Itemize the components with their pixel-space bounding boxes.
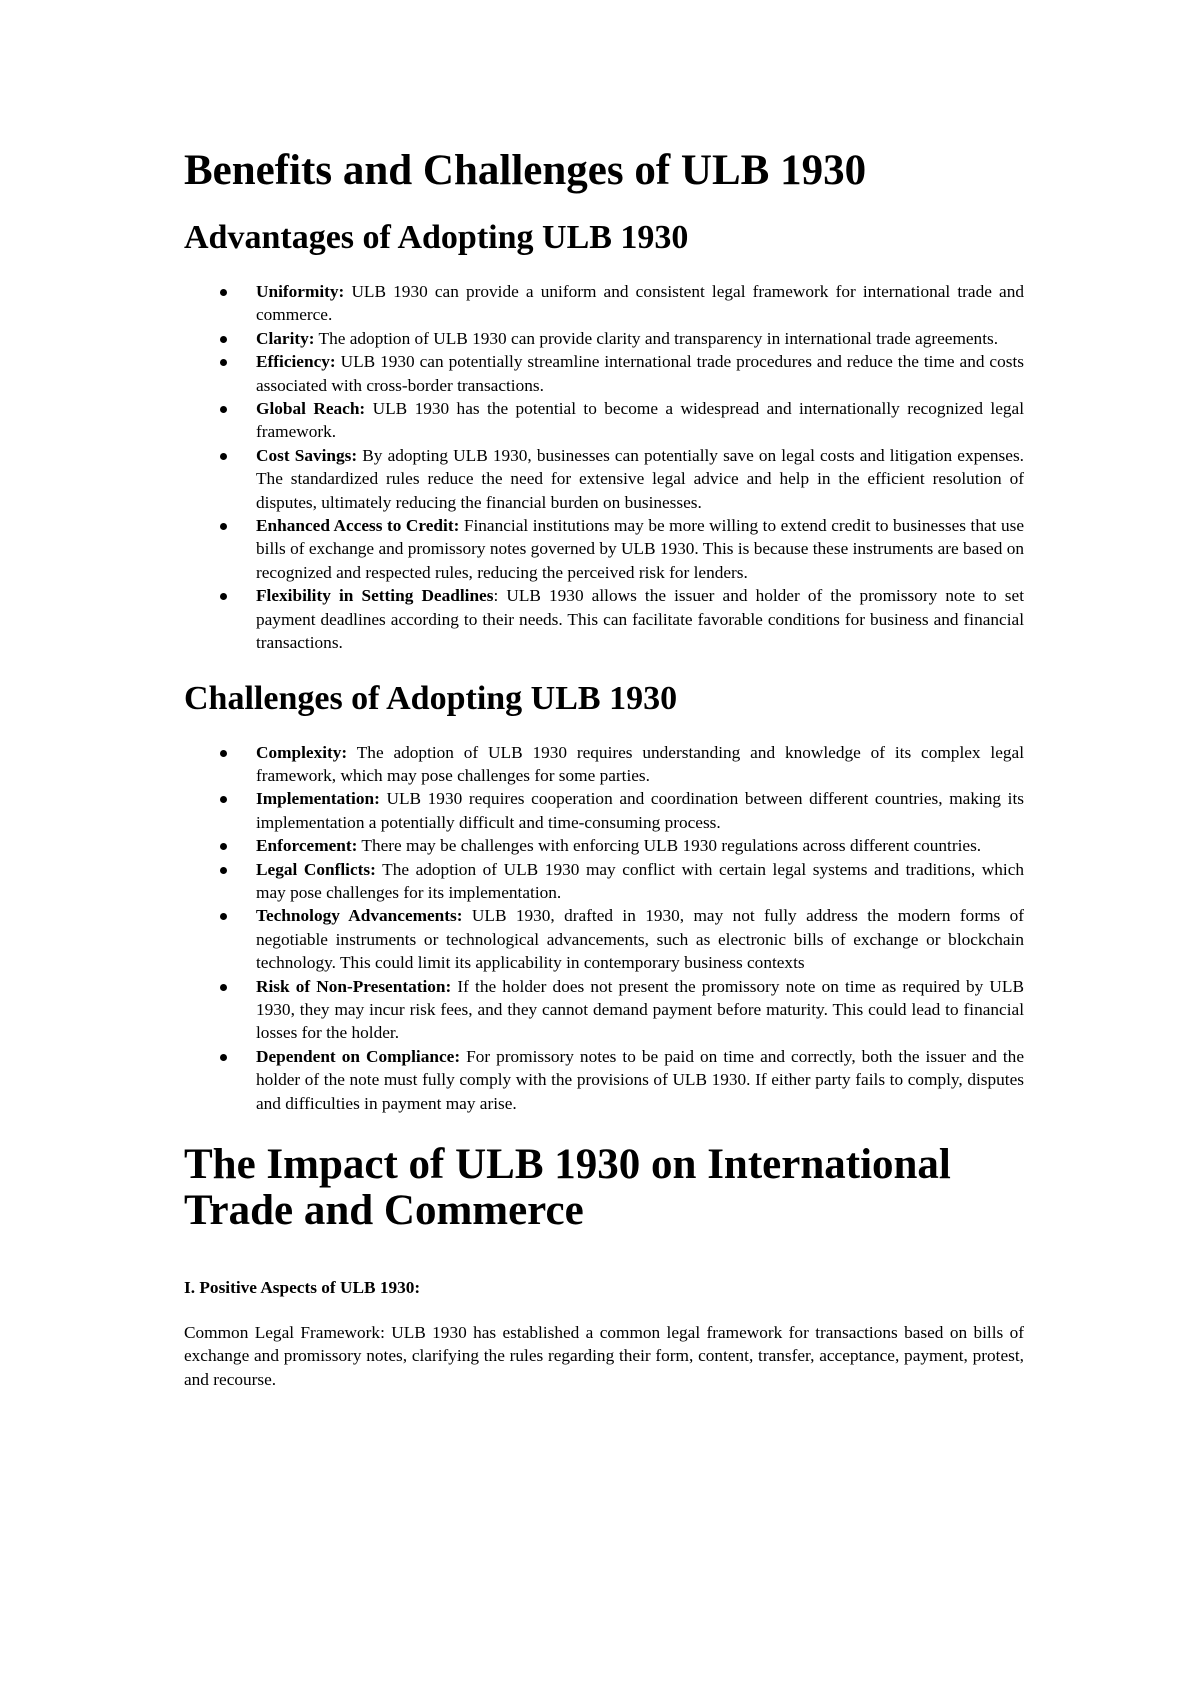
item-text: ULB 1930, drafted in 1930, may not fully address the modern forms of negotiable instruments or technological advancements, such as electronic bills of exchange or blockchain technology. This could limit its applicability in contemporary business contexts	[256, 906, 1025, 973]
item-text: ULB 1930 has the potential to become a widespread and internationally recognized legal framework.	[256, 399, 1024, 442]
item-term: Clarity:	[256, 328, 315, 348]
item-term: Technology Advancements:	[256, 906, 463, 926]
bullet-icon	[220, 843, 227, 850]
item-term: Enhanced Access to Credit:	[256, 516, 460, 536]
item-text: ULB 1930 can potentially streamline international trade procedures and reduce the time and costs associated with cross-border transactions.	[256, 352, 1024, 395]
item-text: If the holder does not present the promissory note on time as required by ULB 1930, they may incur risk fees, and they cannot demand payment before maturity. This could lead to financial losses for the holder.	[256, 976, 1024, 1043]
bullet-icon	[220, 359, 227, 366]
bullet-icon	[220, 750, 227, 757]
advantages-heading: Advantages of Adopting ULB 1930	[184, 219, 689, 256]
bullet-icon	[220, 1054, 227, 1061]
bullet-icon	[220, 453, 227, 460]
document-title: Benefits and Challenges of ULB 1930	[184, 147, 867, 194]
challenges-heading: Challenges of Adopting ULB 1930	[184, 679, 678, 717]
challenges-list	[184, 741, 1024, 1116]
item-term: Risk of Non-Presentation:	[256, 976, 452, 996]
list-item	[184, 975, 1024, 1045]
bullet-icon	[220, 289, 227, 296]
item-text: ULB 1930 requires cooperation and coordination between different countries, making its implementation a potentially difficult and time-consuming process.	[256, 789, 1024, 832]
list-item	[184, 904, 1024, 974]
item-text: The adoption of ULB 1930 requires understanding and knowledge of its complex legal framework, which may pose challenges for some parties.	[256, 742, 1024, 785]
list-item	[184, 787, 1024, 834]
item-term: Cost Savings:	[256, 445, 358, 465]
document-page	[184, 148, 1024, 1391]
item-term: Flexibility in Setting Deadlines	[256, 586, 494, 606]
bullet-icon	[220, 867, 227, 874]
list-item	[184, 1045, 1024, 1115]
advantages-list	[184, 280, 1024, 655]
item-text: Financial institutions may be more willing to extend credit to businesses that use bills of exchange and promissory notes governed by ULB 1930. This is because these instruments are based on recognized and respected rules, reducing the perceived risk for lenders.	[256, 516, 1025, 582]
item-term: Dependent on Compliance:	[256, 1046, 461, 1066]
item-text: By adopting ULB 1930, businesses can potentially save on legal costs and litigation expenses. The standardized rules reduce the need for extensive legal advice and help in the efficient resolution of disputes, ultimately reducing the financial burden on businesses.	[256, 445, 1024, 512]
item-term: Legal Conflicts:	[256, 859, 376, 879]
list-item	[184, 280, 1024, 327]
list-item	[184, 834, 1024, 857]
impact-heading: The Impact of ULB 1930 on International Trade and Commerce	[184, 1141, 951, 1234]
item-text: There may be challenges with enforcing ULB 1930 regulations across different countries.	[357, 836, 982, 856]
item-term: Enforcement:	[256, 836, 358, 856]
list-item	[184, 397, 1024, 444]
item-text: For promissory notes to be paid on time and correctly, both the issuer and the holder of the note must fully comply with the provisions of ULB 1930. If either party fails to comply, disputes and difficulties in payment may arise.	[256, 1046, 1024, 1113]
bullet-icon	[220, 336, 227, 343]
impact-paragraph: Common Legal Framework: ULB 1930 has established a common legal framework for transactions based on bills of exchange and promissory notes, clarifying the rules regarding their form, content, transfer, acceptance, payment, protest, and recourse.	[184, 1323, 1024, 1389]
item-text: : ULB 1930 allows the issuer and holder of the promissory note to set payment deadlines according to their needs. This can facilitate favorable conditions for business and financial transactions.	[256, 586, 1024, 653]
item-term: Implementation:	[256, 789, 380, 809]
item-text: ULB 1930 can provide a uniform and consistent legal framework for international trade and commerce.	[256, 282, 1024, 325]
bullet-icon	[220, 406, 227, 413]
bullet-icon	[220, 796, 227, 803]
list-item	[184, 327, 1024, 350]
bullet-icon	[220, 913, 227, 920]
bullet-icon	[220, 984, 227, 991]
bullet-icon	[220, 523, 227, 530]
item-text: The adoption of ULB 1930 may conflict with certain legal systems and traditions, which may pose challenges for its implementation.	[256, 859, 1025, 902]
item-text: The adoption of ULB 1930 can provide clarity and transparency in international trade agreements.	[314, 328, 999, 348]
item-term: Complexity:	[256, 742, 348, 762]
item-term: Uniformity:	[256, 282, 345, 301]
bullet-icon	[220, 593, 227, 600]
list-item	[184, 584, 1024, 654]
list-item	[184, 514, 1024, 584]
impact-subheading: I. Positive Aspects of ULB 1930:	[184, 1278, 421, 1297]
list-item	[184, 350, 1024, 397]
list-item	[184, 444, 1024, 514]
item-term: Efficiency:	[256, 352, 336, 372]
list-item	[184, 858, 1024, 905]
list-item	[184, 741, 1024, 788]
item-term: Global Reach:	[256, 399, 366, 419]
